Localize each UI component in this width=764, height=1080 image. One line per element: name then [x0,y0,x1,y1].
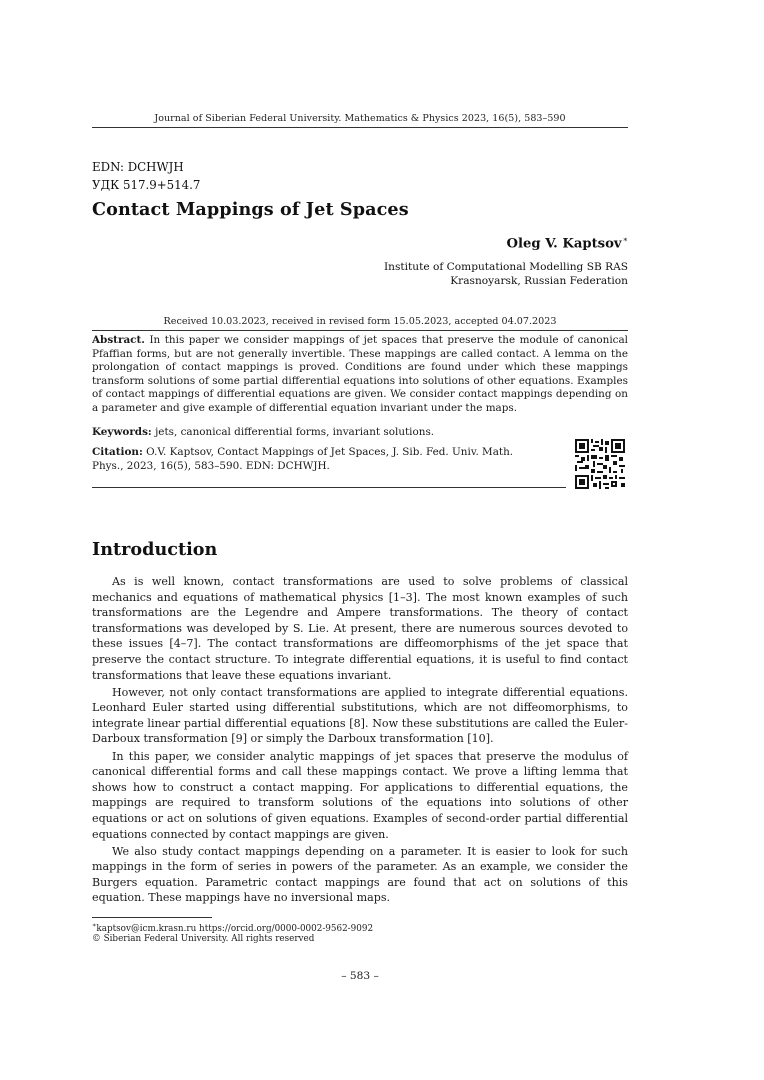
journal-header: Journal of Siberian Federal University. Mathematics & Physics 2023, 16(5), 583–590 [154,113,566,124]
affiliation-line-2: Krasnoyarsk, Russian Federation [450,275,628,287]
received-dates: Received 10.03.2023, received in revised form 15.05.2023, accepted 04.07.2023 [163,316,557,327]
citation-label: Citation: [92,446,143,458]
abstract [92,334,628,416]
introduction-body [92,574,628,907]
footnote-email-orcid: kaptsov@icm.krasn.ru https://orcid.org/0000-0002-9562-9092 [96,923,374,934]
footnote-contact [92,921,373,934]
header-rule [92,127,628,128]
intro-paragraph: In this paper, we consider analytic mappings of jet spaces that preserve the modulus of canonical differential forms and call these mappings contact. We prove a lifting lemma that shows how to construct a contact mapping. For applications to differential equations, the mappings are required to transform solutions of the equations into solutions of other equations or act on solutions of given equations. Examples of second-order partial differential equations connected by contact mappings are given. [92,749,628,841]
abstract-label: Abstract. [92,334,145,346]
udk-line: УДК 517.9+514.7 [92,178,201,192]
author-name-text: Oleg V. Kaptsov [506,236,622,252]
author-name [507,235,628,251]
footnote-rule [92,917,212,918]
abstract-rule [92,330,628,331]
paper-title: Contact Mappings of Jet Spaces [92,199,409,220]
keywords [92,426,628,440]
affiliation-line-1: Institute of Computational Modelling SB RAS [383,261,628,273]
page-number: – 583 – [341,970,379,982]
footnote-mark: ∗ [92,921,97,929]
keywords-text: jets, canonical differential forms, invariant solutions. [155,426,435,438]
intro-paragraph: However, not only contact transformations are applied to integrate differential equations. Leonhard Euler started using differential substitutions, which are not diffeomorphisms, to integrate linear partial differential equations [8]. Now these substitutions are called the Euler-Darboux transformation [9] or simply the Darboux transformation [10]. [92,685,628,746]
citation [92,446,532,473]
qr-code-icon [575,439,625,489]
citation-rule [92,487,566,488]
intro-paragraph: As is well known, contact transformations are used to solve problems of classical mechanics and equations of mathematical physics [1–3]. The most known examples of such transformations are the Legendre and Ampere transformations. The theory of contact transformations was developed by S. Lie. At present, there are numerous sources devoted to these issues [4–7]. The contact transformations are diffeomorphisms of the jet space that preserve the contact structure. To integrate differential equations, it is useful to find contact transformations that leave these equations invariant. [92,575,628,682]
author-footnote-mark: ∗ [622,235,628,244]
citation-text: O.V. Kaptsov, Contact Mappings of Jet Spaces, J. Sib. Fed. Univ. Math. Phys., 2023, 16(5), 583–590. EDN: DCHWJH. [92,446,514,472]
edn-line: EDN: DCHWJH [92,160,184,174]
abstract-text: In this paper we consider mappings of jet spaces that preserve the module of canonical Pfaffian forms, but are not generally invertible. These mappings are called contact. A lemma on the prolongation of contact mappings is proved. Conditions are found under which these mappings transform solutions of some partial differential equations into solutions of other equations. Examples of contact mappings of differential equations are given. We consider contact mappings depending on a parameter and give example of differential equation invariant under the maps. [92,334,628,414]
intro-paragraph: We also study contact mappings depending on a parameter. It is easier to look for such mappings in the form of series in powers of the parameter. As an example, we consider the Burgers equation. Parametric contact mappings are found that act on solutions of this equation. These mappings have no inversional maps. [92,844,628,905]
introduction-heading: Introduction [92,539,218,560]
keywords-label: Keywords: [92,426,152,438]
footnote-copyright: © Siberian Federal University. All rights reserved [92,934,315,944]
